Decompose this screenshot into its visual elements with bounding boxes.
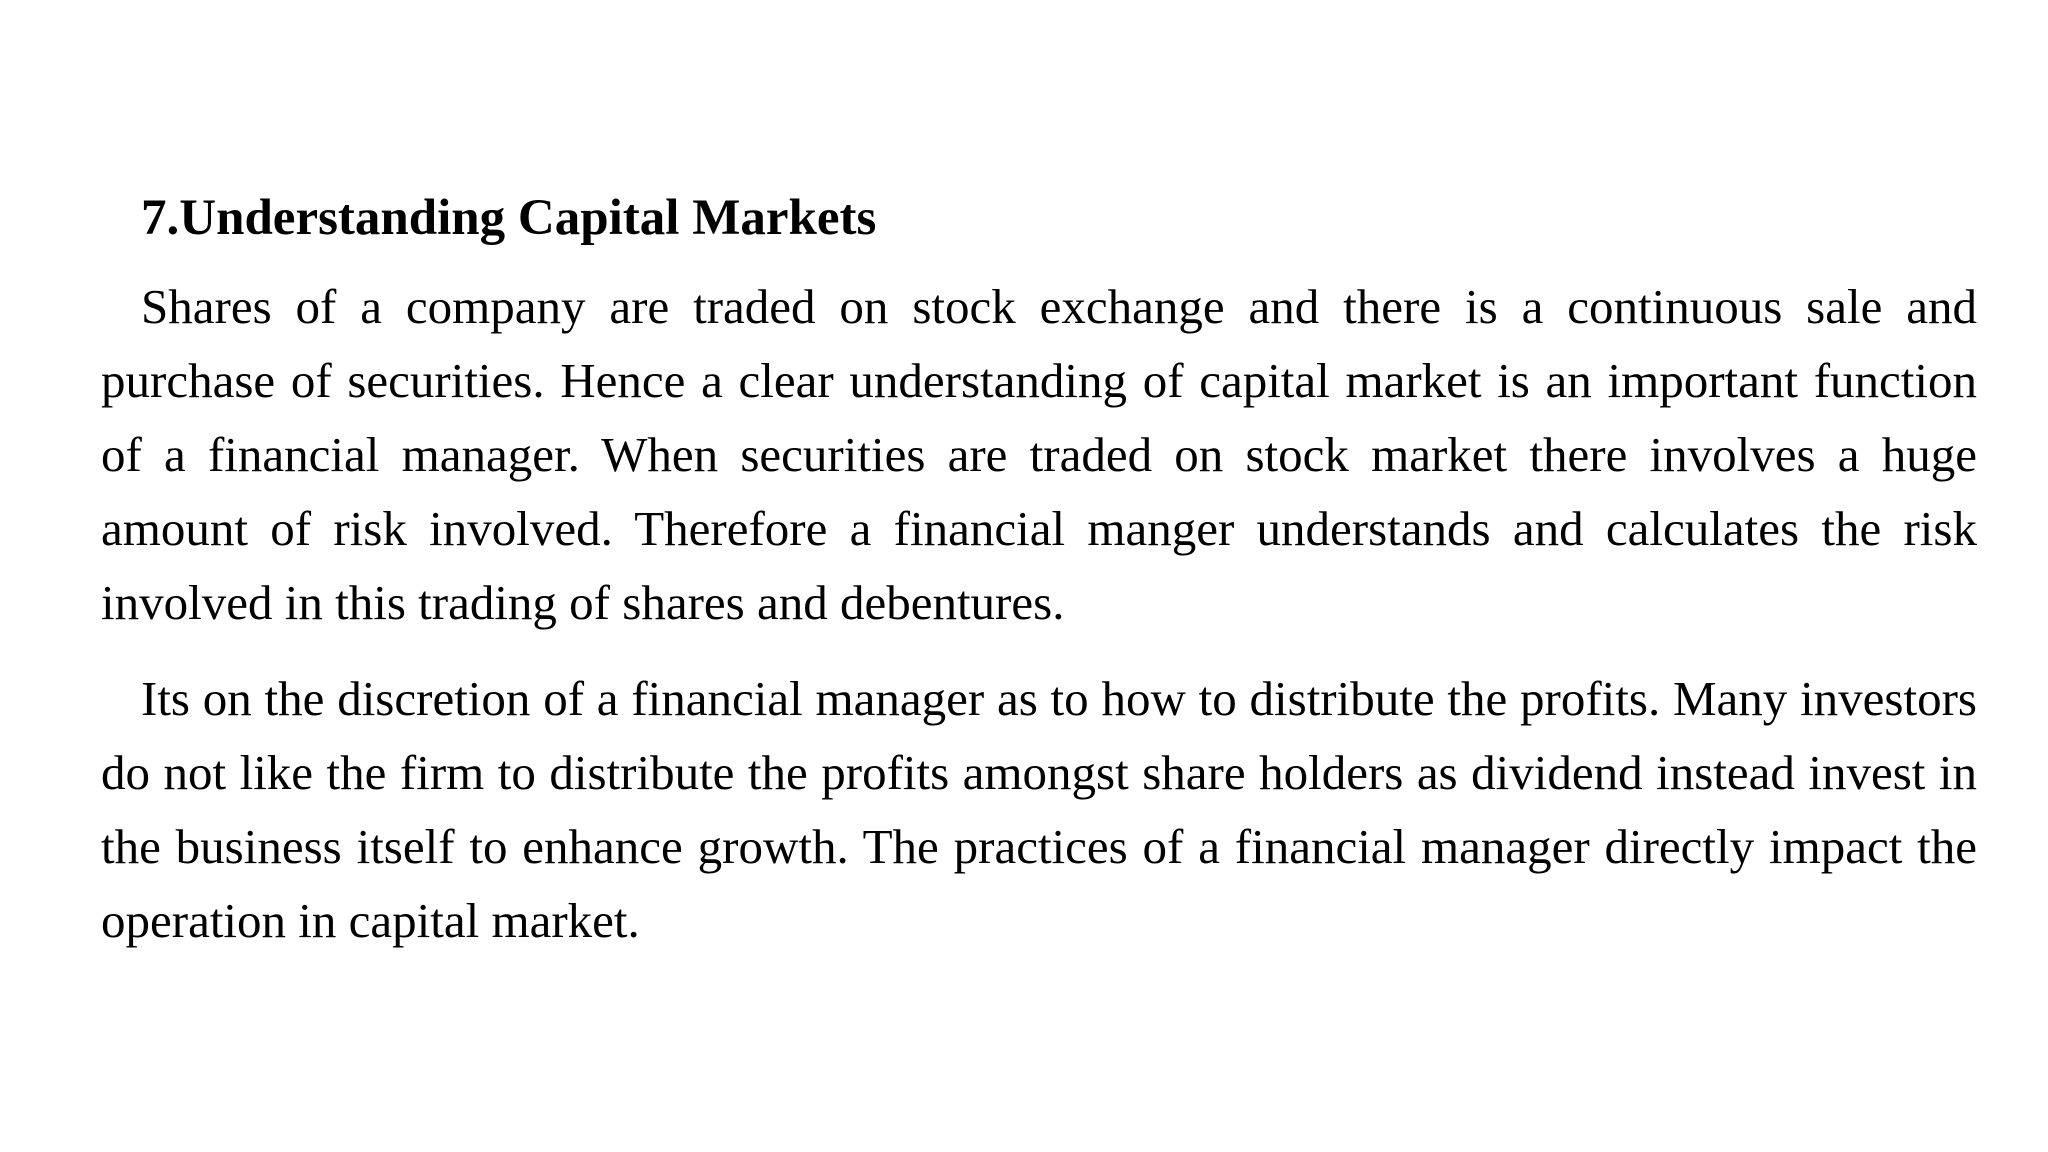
section-heading: 7.Understanding Capital Markets [141,190,877,246]
paragraph-capital-market-risk: Shares of a company are traded on stock exchange and there is a continuous sale and purchase of securities. Hence a clear understanding of capital market is an important function of a financial manager. When securities are traded on stock market there involves a huge amount of risk involved. Therefore a financial manger understands and calculates the risk involved in this trading of shares and debentures. [101,279,1977,630]
paragraph-profit-distribution: Its on the discretion of a financial manager as to how to distribute the profits. Many investors do not like the firm to distribute the profits amongst share holders as dividend instead invest in the business itself to enhance growth. The practices of a financial manager directly impact the operation in capital market. [101,671,1977,948]
document-page [101,188,1977,980]
